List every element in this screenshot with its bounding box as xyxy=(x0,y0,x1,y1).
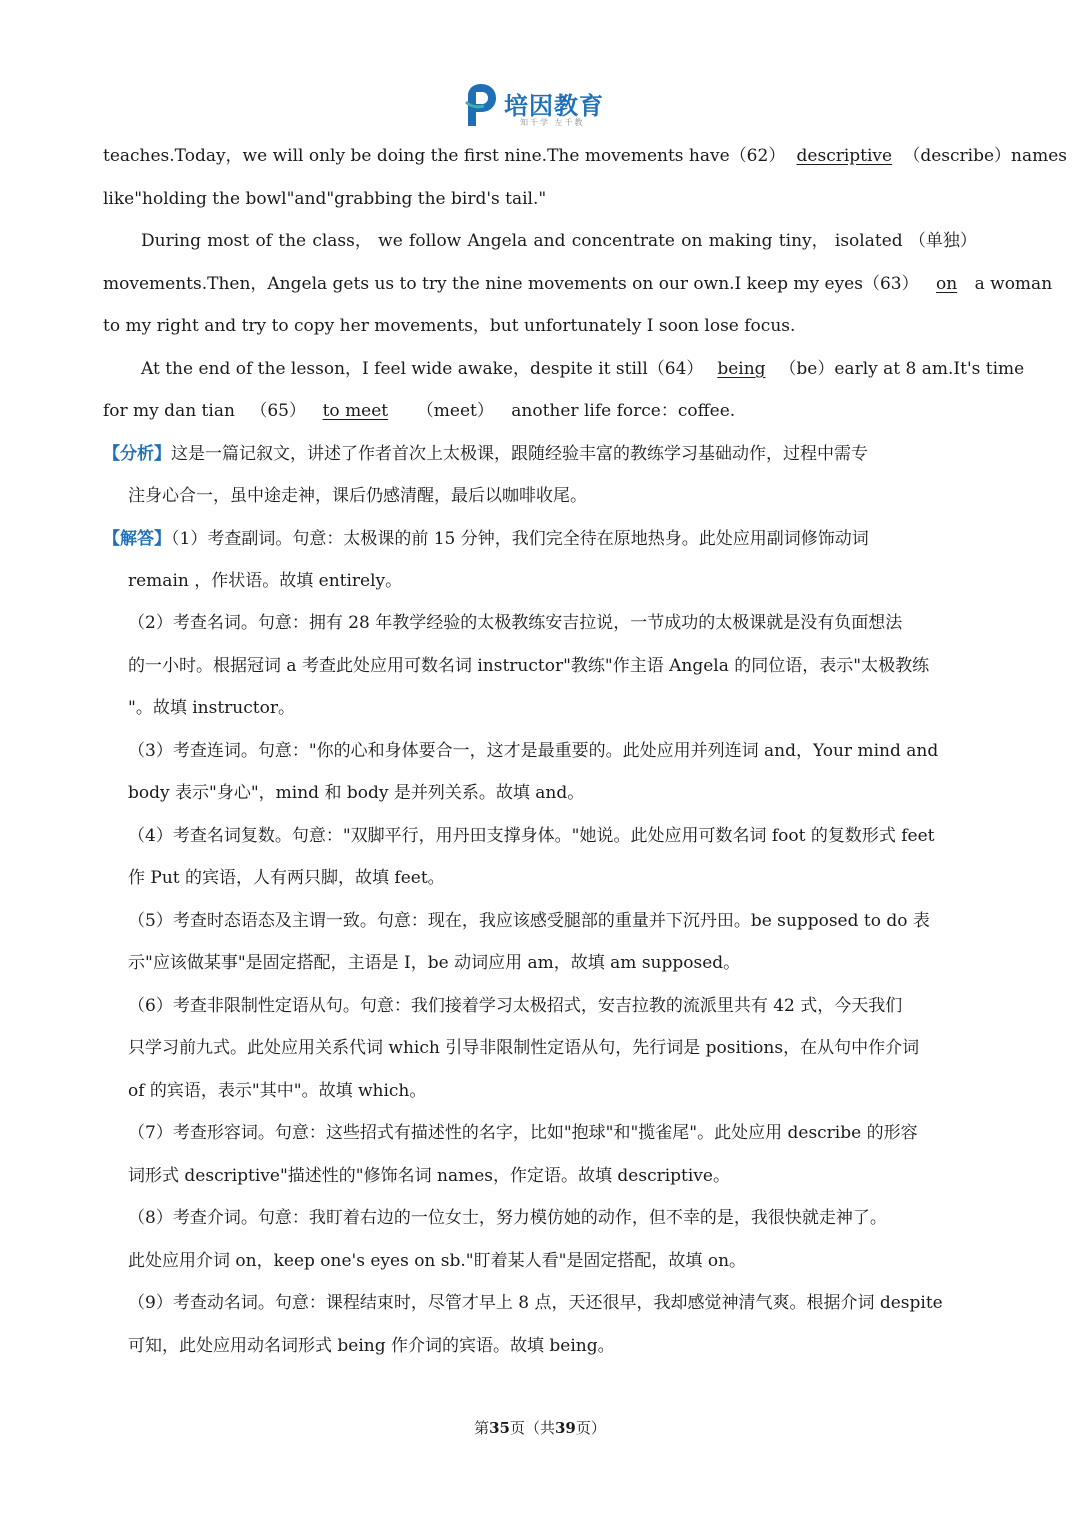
analysis-label: 【分析】 xyxy=(103,444,171,464)
logo-p-icon xyxy=(462,82,498,128)
q8-line-1: （8）考查介词。句意：我盯着右边的一位女士，努力模仿她的动作，但不幸的是，我很快就走神了。 xyxy=(128,1208,887,1228)
q5-line-1: （5）考查时态语态及主谓一致。句意：现在，我应该感受腿部的重量并下沉丹田。be supposed to do 表 xyxy=(128,911,930,931)
logo-slogan: 知千学 左千教 xyxy=(520,118,585,127)
q7-line-2: 词形式 descriptive"描述性的"修饰名词 names，作定语。故填 descriptive。 xyxy=(128,1166,730,1186)
logo-name: 培因教育 xyxy=(504,92,604,120)
answer-65: to meet xyxy=(322,401,389,421)
passage-line-6: At the end of the lesson，I feel wide awake，despite it still （64） being （be） early at 8 am.It's time xyxy=(141,359,1025,379)
answer-line-1: 【解答】（1）考查副词。句意：太极课的前 15 分钟，我们完全待在原地热身。此处应用副词修饰动词 xyxy=(103,529,869,549)
q2-line-1: （2）考查名词。句意：拥有 28 年教学经验的太极教练安吉拉说，一节成功的太极课就是没有负面想法 xyxy=(128,613,903,633)
answer-label: 【解答】 xyxy=(103,529,171,549)
logo xyxy=(462,82,622,132)
answer-line-2: remain ，作状语。故填 entirely。 xyxy=(128,571,403,591)
q7-line-1: （7）考查形容词。句意：这些招式有描述性的名字，比如"抱球"和"揽雀尾"。此处应用 describe 的形容 xyxy=(128,1123,918,1143)
answer-63: on xyxy=(936,274,958,294)
q6-line-2: 只学习前九式。此处应用关系代词 which 引导非限制性定语从句，先行词是 positions，在从句中作介词 xyxy=(128,1038,920,1058)
answer-62: descriptive xyxy=(796,146,893,166)
q3-line-1: （3）考查连词。句意："你的心和身体要合一，这才是最重要的。此处应用并列连词 and，Your mind and xyxy=(128,741,939,761)
q2-line-2: 的一小时。根据冠词 a 考查此处应用可数名词 instructor"教练"作主语 Angela 的同位语，表示"太极教练 xyxy=(128,656,930,676)
analysis-line-2: 注身心合一，虽中途走神，课后仍感清醒，最后以咖啡收尾。 xyxy=(128,486,587,506)
analysis-line-1: 【分析】这是一篇记叙文，讲述了作者首次上太极课，跟随经验丰富的教练学习基础动作，过程中需专 xyxy=(103,444,868,464)
passage-line-2: like"holding the bowl"and"grabbing the bird's tail." xyxy=(103,189,547,209)
passage-line-1: teaches.Today，we will only be doing the first nine.The movements have （62） descriptive （describe）names xyxy=(103,146,1068,166)
passage-line-3: During most of the class， we follow Angela and concentrate on making tiny， isolated （单独） xyxy=(141,231,977,251)
passage-line-5: to my right and try to copy her movements，but unfortunately I soon lose focus. xyxy=(103,316,796,336)
page-footer: 第35页（共39页） xyxy=(474,1419,606,1437)
q5-line-2: 示"应该做某事"是固定搭配，主语是 I，be 动词应用 am，故填 am supposed。 xyxy=(128,953,741,973)
answer-64: being xyxy=(717,359,766,379)
q2-line-3: "。故填 instructor。 xyxy=(128,698,295,718)
q3-line-2: body 表示"身心"，mind 和 body 是并列关系。故填 and。 xyxy=(128,783,585,803)
passage-line-7: for my dan tian （65） to meet （meet） another life force：coffee. xyxy=(103,401,736,421)
page-total: 39 xyxy=(555,1419,576,1437)
q6-line-1: （6）考查非限制性定语从句。句意：我们接着学习太极招式，安吉拉教的流派里共有 42 式，今天我们 xyxy=(128,996,903,1016)
q9-line-1: （9）考查动名词。句意：课程结束时，尽管才早上 8 点，天还很早，我却感觉神清气爽。根据介词 despite xyxy=(128,1293,943,1313)
q8-line-2: 此处应用介词 on，keep one's eyes on sb."盯着某人看"是固定搭配，故填 on。 xyxy=(128,1251,747,1271)
q4-line-2: 作 Put 的宾语，人有两只脚，故填 feet。 xyxy=(128,868,445,888)
q6-line-3: of 的宾语，表示"其中"。故填 which。 xyxy=(128,1081,427,1101)
passage-line-4: movements.Then，Angela gets us to try the nine movements on our own.I keep my eyes （63） on a woman xyxy=(103,274,1053,294)
q9-line-2: 可知，此处应用动名词形式 being 作介词的宾语。故填 being。 xyxy=(128,1336,615,1356)
q4-line-1: （4）考查名词复数。句意："双脚平行，用丹田支撑身体。"她说。此处应用可数名词 foot 的复数形式 feet xyxy=(128,826,935,846)
page-number: 35 xyxy=(489,1419,510,1437)
